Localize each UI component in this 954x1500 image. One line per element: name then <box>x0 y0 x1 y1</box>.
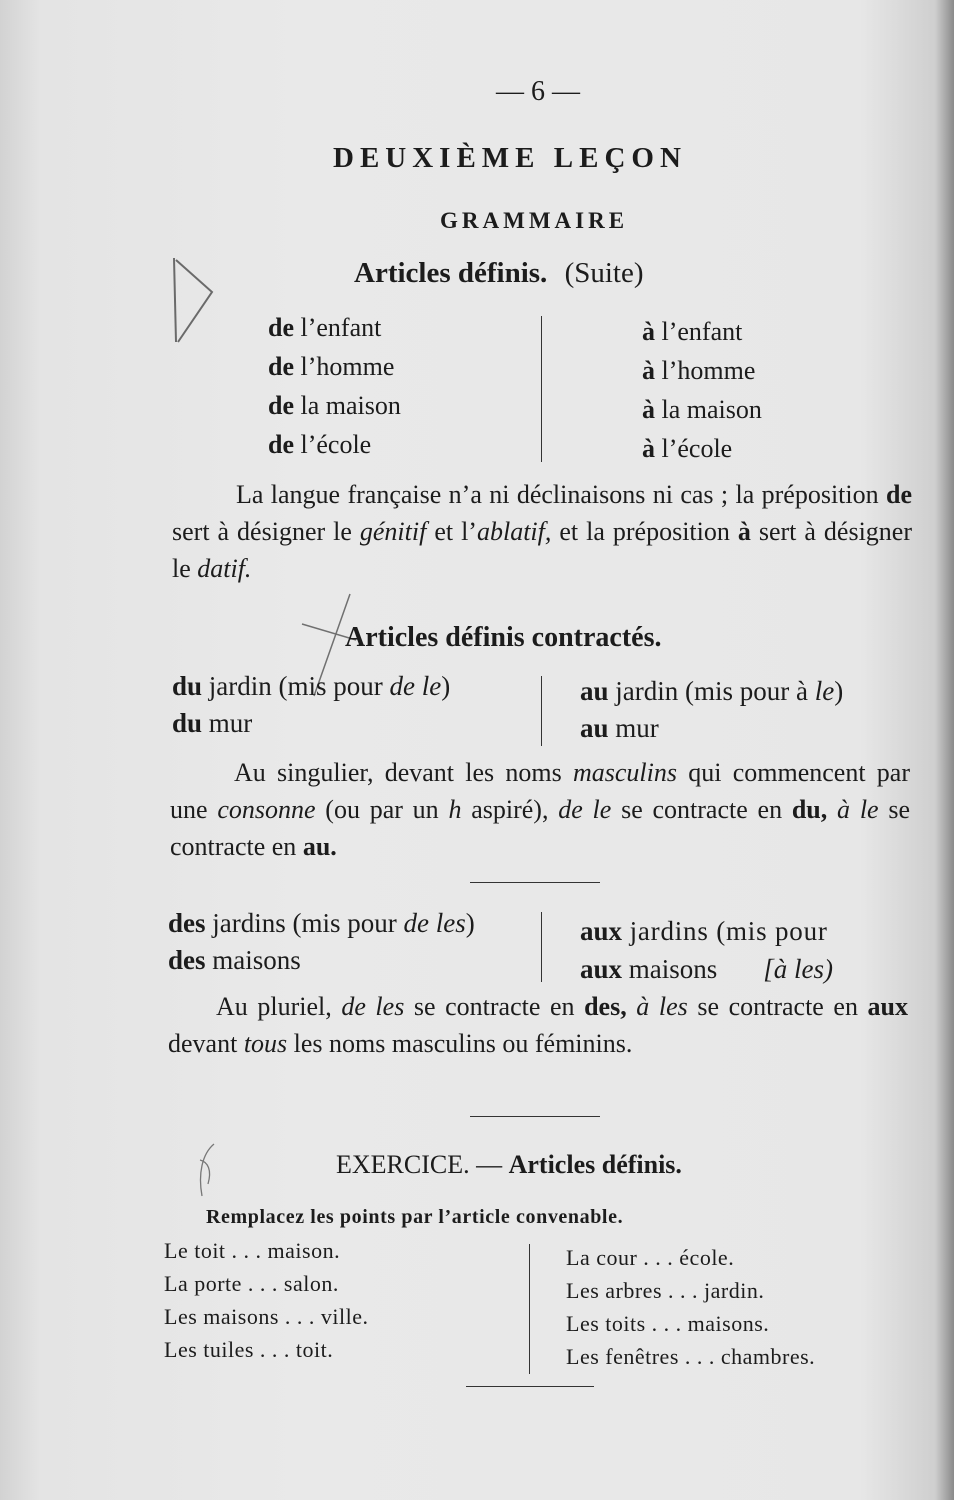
list-item <box>268 347 401 386</box>
list-item <box>268 425 401 464</box>
text-bold: aux <box>867 992 909 1021</box>
pencil-check-mark <box>194 1140 224 1200</box>
list-item <box>172 668 450 705</box>
text-bold: au. <box>302 832 337 861</box>
text-bold: à <box>737 517 751 546</box>
exercise-item: La cour . . . école. <box>566 1245 735 1270</box>
text-bold: des, <box>584 992 627 1021</box>
text-italic: h <box>448 795 462 824</box>
text: Au pluriel, <box>216 992 342 1021</box>
exercise-left-column <box>164 1234 368 1366</box>
list-item <box>580 710 843 747</box>
column-divider <box>541 912 542 982</box>
noun: l’école <box>300 430 372 459</box>
article: à <box>642 356 655 385</box>
noun: l’homme <box>661 356 756 385</box>
article: au <box>580 713 609 743</box>
text: se contracte en <box>611 795 792 824</box>
list-item <box>172 705 450 742</box>
text: jardin (mis pour à <box>608 676 815 706</box>
text: qui commencent par une <box>170 758 910 824</box>
exercise-item: Les arbres . . . jardin. <box>566 1278 765 1303</box>
list-item <box>642 390 762 429</box>
text: jardin (mis pour <box>202 671 390 701</box>
text: aspiré), <box>461 795 559 824</box>
text: La langue française n’a ni déclinaisons ni cas ; la préposition <box>236 480 886 509</box>
text: et l’ <box>426 517 477 546</box>
exercise-item: Le toit . . . maison. <box>164 1238 341 1263</box>
text: se contracte en <box>404 992 585 1021</box>
text-italic: de le <box>389 671 442 701</box>
list-item <box>642 429 762 468</box>
list-item <box>642 312 762 351</box>
article: aux <box>580 916 623 946</box>
au-column <box>580 673 843 747</box>
column-divider <box>541 316 542 462</box>
article: de <box>268 352 294 381</box>
exercise-item: Les tuiles . . . toit. <box>164 1337 334 1362</box>
de-column <box>268 308 401 464</box>
text: maisons <box>622 954 718 984</box>
article: à <box>642 434 655 463</box>
section-rule <box>470 1116 600 1117</box>
article: des <box>168 945 206 975</box>
list-item <box>642 351 762 390</box>
noun: l’homme <box>300 352 395 381</box>
text: sert à désigner le <box>172 517 360 546</box>
text-italic: [à les) <box>763 954 834 984</box>
a-column <box>642 312 762 468</box>
list-item <box>580 673 843 710</box>
text-italic: à le <box>837 795 879 824</box>
article: de <box>268 313 294 342</box>
paragraph-singulier <box>170 754 910 865</box>
text: jardins (mis pour <box>205 908 404 938</box>
column-divider <box>529 1244 530 1374</box>
column-divider <box>541 676 542 746</box>
article: aux <box>580 954 623 984</box>
article: à <box>642 317 655 346</box>
text-italic: de les <box>341 992 405 1021</box>
article: au <box>580 676 609 706</box>
exercise-subject: Articles définis. <box>508 1150 682 1179</box>
noun: la maison <box>300 391 401 420</box>
paragraph-pluriel <box>168 988 908 1062</box>
noun: l’école <box>661 434 733 463</box>
exercise-item: Les toits . . . maisons. <box>566 1311 770 1336</box>
text-italic: à les <box>636 992 688 1021</box>
list-item <box>580 950 833 988</box>
text-italic: datif. <box>197 554 252 583</box>
exercise-label: EXERCICE. — <box>336 1150 509 1179</box>
text-italic: le <box>814 676 835 706</box>
text: maisons <box>205 945 301 975</box>
pencil-margin-mark <box>168 252 218 352</box>
text <box>627 992 637 1021</box>
end-rule <box>466 1386 594 1387</box>
text-italic: génitif <box>359 517 427 546</box>
noun: l’enfant <box>300 313 382 342</box>
text: devant <box>168 1029 244 1058</box>
list-item <box>168 942 475 979</box>
noun: l’enfant <box>661 317 743 346</box>
articles-definis-heading <box>354 257 644 290</box>
exercise-title <box>336 1150 682 1180</box>
noun: la maison <box>661 395 762 424</box>
article: du <box>172 708 203 738</box>
heading-suite: (Suite) <box>564 257 644 289</box>
paragraph-declinaisons <box>172 476 912 587</box>
text-bold: du, <box>791 795 828 824</box>
text: Au singulier, devant les noms <box>234 758 573 787</box>
text: et la préposition <box>551 517 738 546</box>
article: à <box>642 395 655 424</box>
list-item <box>268 386 401 425</box>
aux-column <box>580 912 833 988</box>
des-column <box>168 905 475 979</box>
exercise-item: La porte . . . salon. <box>164 1271 339 1296</box>
text: mur <box>202 708 253 738</box>
contractes-heading: Articles définis contractés. <box>345 622 662 653</box>
text-italic: tous <box>243 1029 288 1058</box>
text: ) <box>465 908 475 938</box>
text-italic: de les <box>403 908 466 938</box>
text: ) <box>834 676 844 706</box>
exercise-item: Les maisons . . . ville. <box>164 1304 369 1329</box>
text: les noms masculins ou féminins. <box>287 1029 633 1058</box>
text-italic: masculins <box>573 758 677 787</box>
section-title: GRAMMAIRE <box>440 208 629 233</box>
text: (ou par un <box>315 795 449 824</box>
lesson-title: DEUXIÈME LEÇON <box>333 142 687 174</box>
text: sert à désigner le <box>172 517 912 583</box>
exercise-item: Les fenêtres . . . chambres. <box>566 1344 816 1369</box>
text: jardins (mis pour <box>622 916 828 946</box>
du-column <box>172 668 450 742</box>
text-bold: de <box>886 480 912 509</box>
text-italic: consonne <box>217 795 316 824</box>
text: se contracte en <box>170 795 911 861</box>
article: du <box>172 671 203 701</box>
article: de <box>268 430 294 459</box>
article: des <box>168 908 206 938</box>
text <box>827 795 837 824</box>
section-rule <box>470 882 600 883</box>
text: se contracte en <box>687 992 868 1021</box>
heading-bold: Articles définis. <box>354 257 548 289</box>
text-italic: ablatif, <box>476 517 552 546</box>
list-item <box>580 912 833 950</box>
page-number: — 6 — <box>496 76 580 107</box>
text: ) <box>441 671 451 701</box>
text-italic: de le <box>558 795 612 824</box>
list-item <box>268 308 401 347</box>
exercise-right-column <box>566 1241 815 1373</box>
exercise-instruction: Remplacez les points par l’article convenable. <box>206 1206 624 1228</box>
text: mur <box>608 713 659 743</box>
list-item <box>168 905 475 942</box>
article: de <box>268 391 294 420</box>
